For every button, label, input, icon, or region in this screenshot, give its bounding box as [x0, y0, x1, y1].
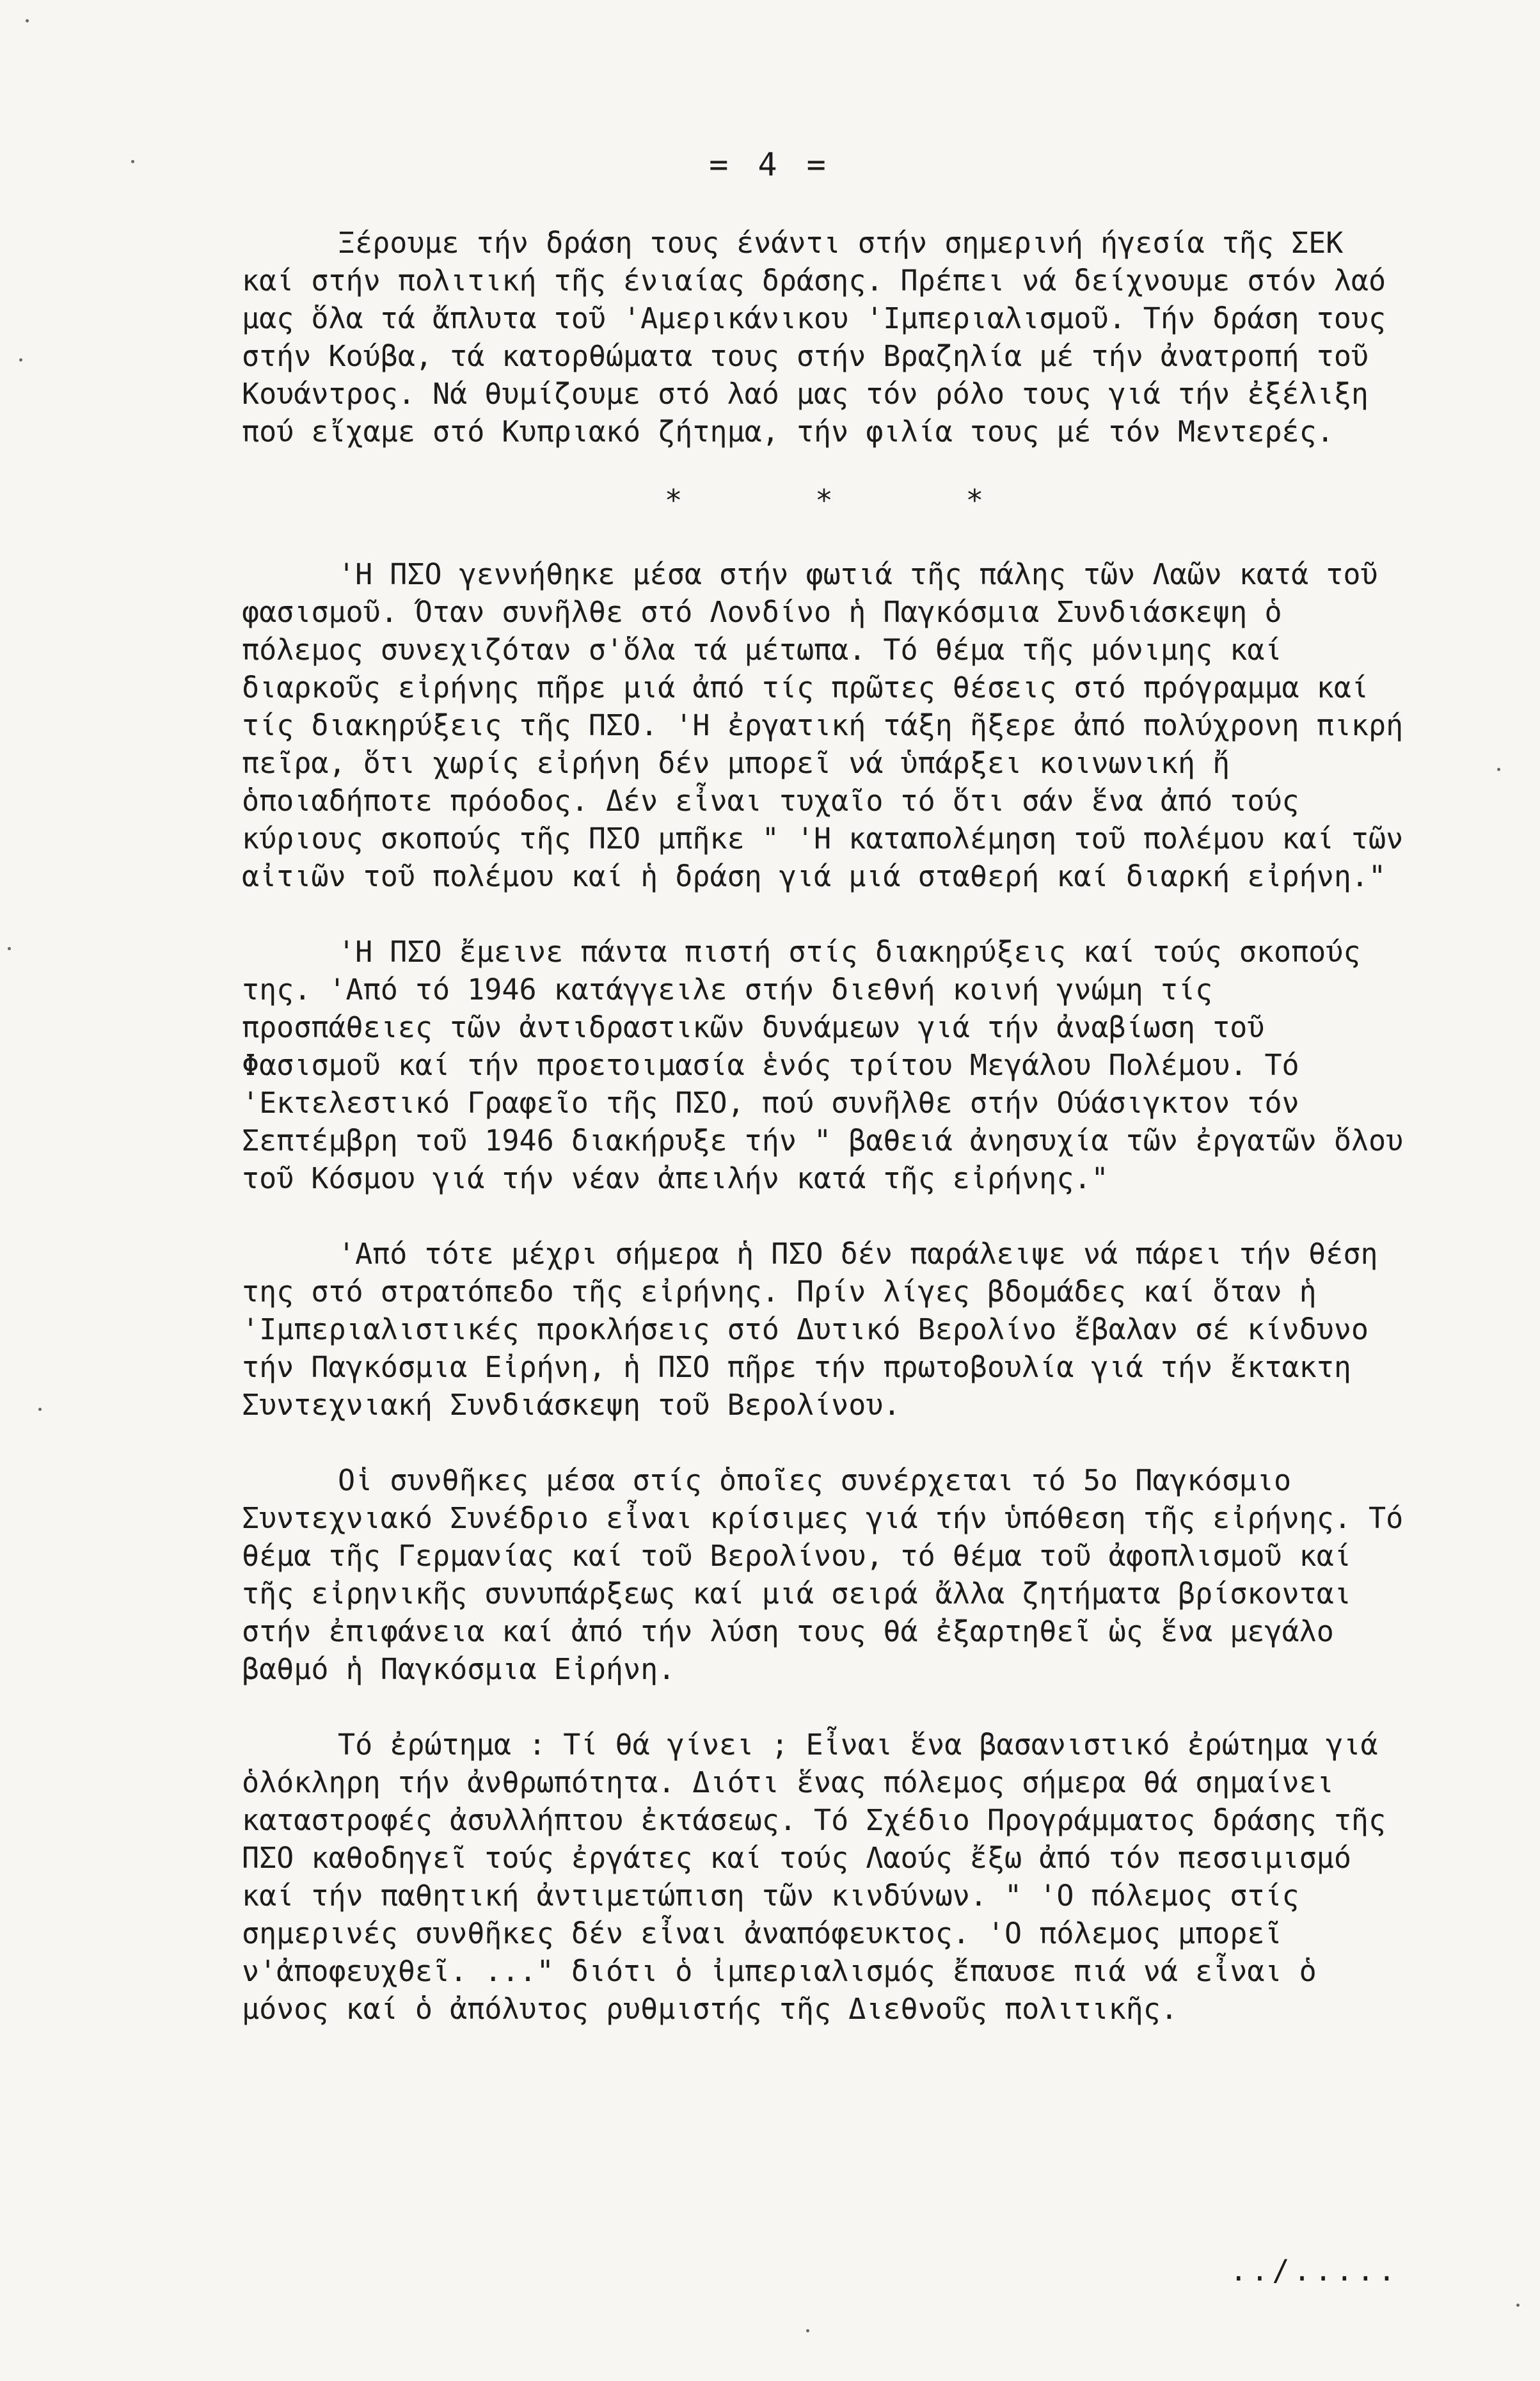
- paragraph-4: 'Από τότε μέχρι σήμερα ἡ ΠΣΟ δέν παράλειψε νά πάρει τήν θέση της στό στρατόπεδο τῆς εἰρήνης. Πρίν λίγες βδομάδες καί ὅταν ἡ 'Ιμπεριαλιστικές προκλήσεις στό Δυτικό Βερολίνο ἔβαλαν σέ κίνδυνο τήν Παγκόσμια Εἰρήνη, ἡ ΠΣΟ πῆρε τήν πρωτοβουλία γιά τήν ἔκτακτη Συντεχνιακή Συνδιάσκεψη τοῦ Βερολίνου.: [242, 1237, 1378, 1422]
- body-text: [242, 224, 1406, 2066]
- paragraph-2: 'Η ΠΣΟ γεννήθηκε μέσα στήν φωτιά τῆς πάλης τῶν Λαῶν κατά τοῦ φασισμοῦ. Όταν συνῆλθε στό Λονδίνο ἡ Παγκόσμια Συνδιάσκεψη ὁ πόλεμος συνεχιζόταν σ'ὅλα τά μέτωπα. Τό θέμα τῆς μόνιμης καί διαρκοῦς εἰρήνης πῆρε μιά ἀπό τίς πρῶτες θέσεις στό πρόγραμμα καί τίς διακηρύξεις τῆς ΠΣΟ. 'Η ἐργατική τάξη ῆξερε ἀπό πολύχρονη πικρή πεῖρα, ὅτι χωρίς εἰρήνη δέν μπορεῖ νά ὑπάρξει κοινωνική ἤ ὁποιαδήποτε πρόοδος. Δέν εἶναι τυχαῖο τό ὅτι σάν ἕνα ἀπό τούς κύριους σκοπούς τῆς ΠΣΟ μπῆκε " 'Η καταπολέμηση τοῦ πολέμου καί τῶν αἰτιῶν τοῦ πολέμου καί ἡ δράση γιά μιά σταθερή καί διαρκή εἰρήνη.": [242, 557, 1404, 893]
- section-separator: * * *: [664, 483, 984, 518]
- continuation-mark: ../.....: [1230, 2254, 1399, 2288]
- paragraph-6: Τό ἐρώτημα : Τί θά γίνει ; Εἶναι ἕνα βασανιστικό ἐρώτημα γιά ὁλόκληρη τήν ἀνθρωπότητα. Διότι ἕνας πόλεμος σήμερα θά σημαίνει καταστροφές ἀσυλλήπτου ἐκτάσεως. Τό Σχέδιο Προγράμματος δράσης τῆς ΠΣΟ καθοδηγεῖ τούς ἐργάτες καί τούς Λαούς ἔξω ἀπό τόν πεσσιμισμό καί τήν παθητική ἀντιμετώπιση τῶν κινδύνων. " 'Ο πόλεμος στίς σημερινές συνθῆκες δέν εἶναι ἀναπόφευκτος. 'Ο πόλεμος μπορεῖ ν'ἀποφευχθεῖ. ..." διότι ὁ ἰμπεριαλισμός ἔπαυσε πιά νά εἶναι ὁ μόνος καί ὁ ἀπόλυτος ρυθμιστής τῆς Διεθνοῦς πολιτικῆς.: [242, 1728, 1386, 2026]
- page-number: = 4 =: [709, 146, 831, 183]
- paragraph-5: Οἱ συνθῆκες μέσα στίς ὁποῖες συνέρχεται τό 5ο Παγκόσμιο Συντεχνιακό Συνέδριο εἶναι κρίσιμες γιά τήν ὑπόθεση τῆς εἰρήνης. Τό θέμα τῆς Γερμανίας καί τοῦ Βερολίνου, τό θέμα τοῦ ἀφοπλισμοῦ καί τῆς εἰρηνικῆς συνυπάρξεως καί μιά σειρά ἄλλα ζητήματα βρίσκονται στήν ἐπιφάνεια καί ἀπό τήν λύση τους θά ἐξαρτηθεῖ ὡς ἕνα μεγάλο βαθμό ἡ Παγκόσμια Εἰρήνη.: [242, 1463, 1404, 1686]
- paragraph-3: 'Η ΠΣΟ ἔμεινε πάντα πιστή στίς διακηρύξεις καί τούς σκοπούς της. 'Από τό 1946 κατάγγειλε στήν διεθνή κοινή γνώμη τίς προσπάθειες τῶν ἀντιδραστικῶν δυνάμεων γιά τήν ἀναβίωση τοῦ Φασισμοῦ καί τήν προετοιμασία ἑνός τρίτου Μεγάλου Πολέμου. Τό 'Εκτελεστικό Γραφεῖο τῆς ΠΣΟ, πού συνῆλθε στήν Ούάσιγκτον τόν Σεπτέμβρη τοῦ 1946 διακήρυξε τήν " βαθειά ἀνησυχία τῶν ἐργατῶν ὅλου τοῦ Κόσμου γιά τήν νέαν ἀπειλήν κατά τῆς εἰρήνης.": [242, 935, 1404, 1195]
- paragraph-1: Ξέρουμε τήν δράση τους ένάντι στήν σημερινή ήγεσία τῆς ΣΕΚ καί στήν πολιτική τῆς ένιαίας δράσης. Πρέπει νά δείχνουμε στόν λαό μας ὅλα τά ἄπλυτα τοῦ 'Αμερικάνικου 'Ιμπεριαλισμοῦ. Τήν δράση τους στήν Κούβα, τά κατορθώματα τους στήν Βραζηλία μέ τήν ἀνατροπή τοῦ Κουάντρος. Νά θυμίζουμε στό λαό μας τόν ρόλο τους γιά τήν ἐξέλιξη πού εἴχαμε στό Κυπριακό ζήτημα, τήν φιλία τους μέ τόν Μεντερές.: [242, 226, 1386, 449]
